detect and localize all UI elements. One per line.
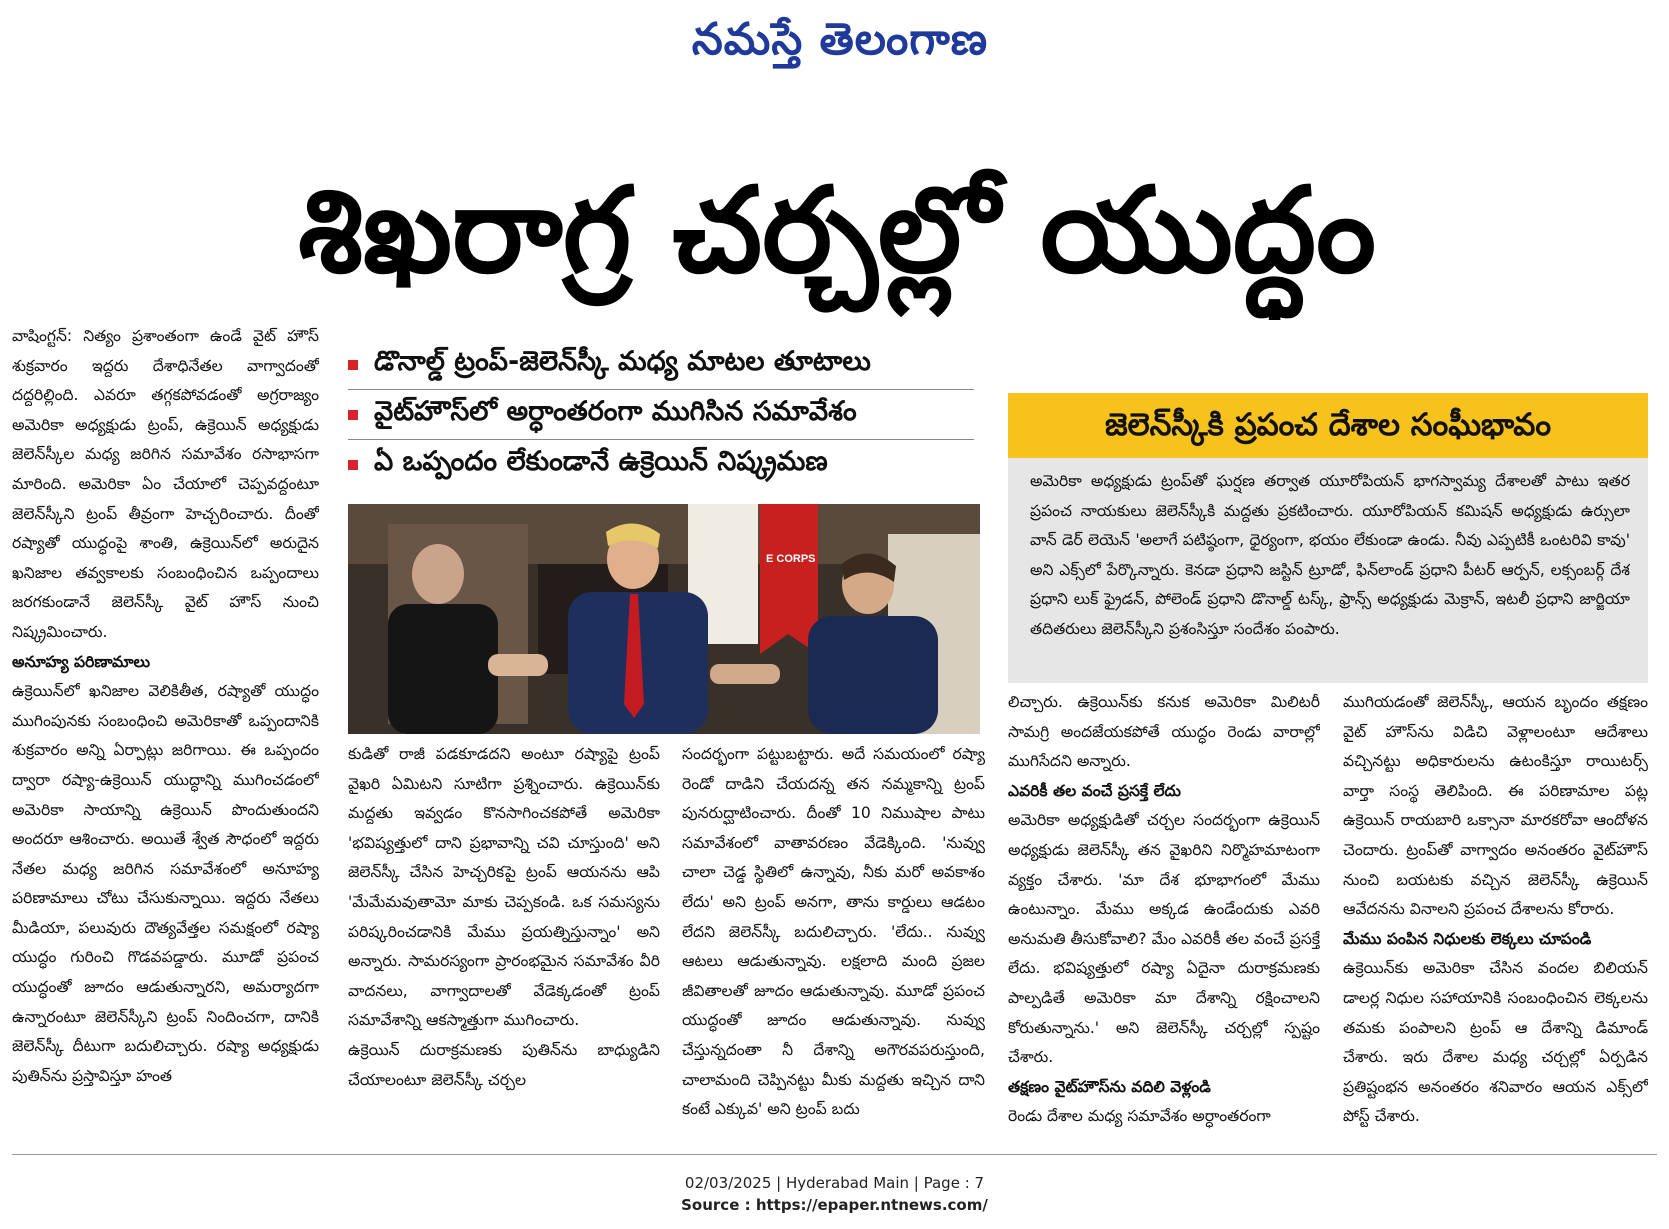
footer-date-line: 02/03/2025 | Hyderabad Main | Page : 7 bbox=[684, 1174, 985, 1192]
article-paragraph: లిచ్చారు. ఉక్రెయిన్‌కు కనుక అమెరికా మిలిటరీ సామగ్రి అందజేయకపోతే యుద్ధం రెండు వారాల్లో ముగిసేదని అన్నారు. bbox=[1008, 693, 1320, 771]
masthead-logo: నమస్తే తెలంగాణ bbox=[691, 14, 989, 65]
flag-label: E CORPS bbox=[766, 553, 816, 565]
sidebar-box-body: అమెరికా అధ్యక్షుడు ట్రంప్‌తో ఘర్షణ తర్వాత యూరోపియన్ భాగస్వామ్య దేశాలతో పాటు ఇతర ప్రపంచ నాయకులు జెలెన్‌స్కీకి మద్దతు ప్రకటించారు. యూరోపియన్ కమిషన్ అధ్యక్షుడు ఉర్సులా వాన్ డెర్ లెయెన్ 'అలాగే పటిష్ఠంగా, ధైర్యంగా, భయం లేకుండా ఉండు. నీవు ఎప్పటికీ ఒంటరివి కావు' అని ఎక్స్‌లో పేర్కొన్నారు. కెనడా ప్రధాని జస్టిన్ ట్రూడో, ఫిన్‌లాండ్ ప్రధాని పీటర్ ఆర్పన్, లక్సంబర్గ్ దేశ ప్రధాని లుక్ ఫ్రైడన్, పోలెండ్ ప్రధాని డొనాల్డ్ టస్క్, ఫ్రాన్స్ అధ్యక్షుడు మెక్రాన్, ఇటలీ ప్రధాని జార్జియా తదితరులు జెలెన్‌స్కీని ప్రశంసిస్తూ సందేశం పంపారు. bbox=[1030, 472, 1630, 638]
subheading: తక్షణం వైట్‌హౌస్‌ను వదిలి వెళ్లండి bbox=[1008, 1077, 1211, 1096]
article-paragraph: వాషింగ్టన్: నిత్యం ప్రశాంతంగా ఉండే వైట్ హౌస్ శుక్రవారం ఇద్దరు దేశాధినేతల వాగ్వాదంతో దద్దరిల్లింది. ఎవరూ తగ్గకపోవడంతో అగ్రరాజ్యం అమెరికా అధ్యక్షుడు ట్రంప్, ఉక్రెయిన్ అధ్యక్షుడు జెలెన్‌స్కీల మధ్య జరిగిన సమావేశం రసాభాసగా మారింది. అమెరికా ఏం చేయాలో చెప్పవద్దంటూ జెలెన్‌స్కీని ట్రంప్ తీవ్రంగా హెచ్చరించారు. దీంతో రష్యాతో యుద్ధంపై శాంతి, ఉక్రెయిన్‌లో అరుదైన ఖనిజాల తవ్వకాలకు సంబంధించిన ఒప్పందాలు జరగకుండానే జెలెన్‌స్కీ వైట్ హౌస్ నుంచి నిష్క్రమించారు. bbox=[12, 327, 319, 641]
sidebar-box bbox=[1008, 393, 1648, 683]
article-paragraph: ఉక్రెయిన్‌లో ఖనిజాల వెలికితీత, రష్యాతో యుద్ధం ముగింపునకు సంబంధించి అమెరికాతో ఒప్పందానికి శుక్రవారం అన్ని ఏర్పాట్లు జరిగాయి. ఈ ఒప్పందం ద్వారా రష్యా-ఉక్రెయిన్ యుద్ధాన్ని ముగించడంలో అమెరికా సాయాన్ని ఉక్రెయిన్ పొందుతుందని అందరూ ఆశించారు. అయితే శ్వేత సౌధంలో ఇద్దరు నేతల మధ్య జరిగిన సమావేశంలో అనూహ్య పరిణామాలు చోటు చేసుకున్నాయి. ఇద్దరు నేతలు మీడియా, పలువురు దౌత్యవేత్తల సమక్షంలో రష్యా యుద్ధం గురించి గొడవపడ్డారు. మూడో ప్రపంచ యుద్ధంతో జూదం ఆడుతున్నారని, అమర్యాదగా ఉన్నారంటూ జెలెన్‌స్కీని ట్రంప్ నిందించగా, దానికి జెలెన్‌స్కీ దీటుగా బదులిచ్చారు. రష్యా అధ్యక్షుడు పుతిన్‌ను ప్రస్తావిస్తూ హంత bbox=[12, 682, 319, 1085]
subheading: అనూహ్య పరిణామాలు bbox=[12, 652, 151, 671]
article-paragraph: అమెరికా అధ్యక్షుడితో చర్చల సందర్భంగా ఉక్రెయిన్ అధ్యక్షుడు జెలెన్‌స్కీ తన వైఖరిని నిర్మొహమాటంగా వ్యక్తం చేశారు. 'మా దేశ భూభాగంలో మేము ఉంటున్నాం. మేము అక్కడ ఉండేందుకు ఎవరి అనుమతి తీసుకోవాలి? మేం ఎవరికీ తల వంచే ప్రసక్తే లేదు. భవిష్యత్తులో రష్యా ఏదైనా దురాక్రమణకు పాల్పడితే అమెరికా మా దేశాన్ని రక్షించాలని కోరుతున్నాను.' అని జెలెన్‌స్కీ చర్చల్లో స్పష్టం చేశారు. bbox=[1008, 811, 1320, 1067]
subheading: మేము పంపిన నిధులకు లెక్కలు చూపండి bbox=[1343, 929, 1592, 948]
bullet-item bbox=[348, 340, 974, 390]
bullet-square-icon bbox=[348, 410, 358, 420]
headline: శిఖరాగ్ర చర్చల్లో యుద్ధం bbox=[298, 161, 1376, 299]
bullet-text: ఏ ఒప్పందం లేకుండానే ఉక్రెయిన్ నిష్క్రమణ bbox=[374, 445, 828, 477]
photo-illustration bbox=[348, 504, 980, 734]
footer-source-link[interactable]: Source : https://epaper.ntnews.com/ bbox=[681, 1196, 988, 1214]
news-photo bbox=[348, 504, 980, 734]
bullet-text: డొనాల్డ్ ట్రంప్-జెలెన్‌స్కీ మధ్య మాటల తూటాలు bbox=[374, 345, 871, 377]
article-column-4 bbox=[1008, 688, 1320, 1152]
subheading: ఎవరికీ తల వంచే ప్రసక్తే లేదు bbox=[1008, 781, 1181, 800]
article-paragraph: ముగియడంతో జెలెన్‌స్కీ, ఆయన బృందం తక్షణం వైట్ హౌస్‌ను విడిచి వెళ్లాలంటూ ఆదేశాలు వచ్చినట్టు అధికారులను ఉటంకిస్తూ రాయిటర్స్ వార్తా సంస్థ తెలిపింది. ఈ పరిణామాల పట్ల ఉక్రెయిన్ రాయబారి ఒక్సానా మారకరోవా ఆందోళన చెందారు. ట్రంప్‌తో వాగ్వాదం అనంతరం వైట్‌హౌస్ నుంచి బయటకు వచ్చిన జెలెన్‌స్కీ ఉక్రెయిన్ ఆవేదనను వినాలని ప్రపంచ దేశాలను కోరారు. bbox=[1343, 693, 1648, 919]
article-paragraph: సందర్భంగా పట్టుబట్టారు. అదే సమయంలో రష్యా రెండో దాడిని చేయదన్న తన నమ్మకాన్ని ట్రంప్ పునరుద్ఘాటించారు. దీంతో 10 నిముషాల పాటు సమావేశంలో వాతావరణం వేడెక్కింది. 'నువ్వు చాలా చెడ్డ స్థితిలో ఉన్నావు, నీకు మరో అవకాశం లేదు' అని ట్రంప్ అనగా, తాను కార్డులు ఆడటం లేదని జెలెన్‌స్కీ బదులిచ్చారు. 'లేదు.. నువ్వు ఆటలు ఆడుతున్నావు. లక్షలాది మంది ప్రజల జీవితాలతో జూదం ఆడుతున్నావు. మూడో ప్రపంచ యుద్ధంతో జూదం ఆడుతున్నావు. నువ్వు చేస్తున్నదంతా నీ దేశాన్ని అగౌరవపరుస్తుంది, చాలామంది చెప్పినట్టు మీకు మద్దతు ఇచ్చిన దాని కంటే ఎక్కువ' అని ట్రంప్ బదు bbox=[682, 745, 985, 1119]
footer-divider bbox=[12, 1154, 1657, 1155]
bullet-item bbox=[348, 390, 974, 440]
article-paragraph: కుడితో రాజీ పడకూడదని అంటూ రష్యాపై ట్రంప్ వైఖరి ఏమిటని సూటిగా ప్రశ్నించారు. ఉక్రెయిన్‌కు మద్దతు ఇవ్వడం కొనసాగించకపోతే అమెరికా 'భవిష్యత్తులో దాని ప్రభావాన్ని చవి చూస్తుంది' అని జెలెన్‌స్కీ చేసిన హెచ్చరికపై ట్రంప్ ఆయనను ఆపి 'మేమేమవుతామో మాకు చెప్పకండి. ఒక సమస్యను పరిష్కరించడానికి మేము ప్రయత్నిస్తున్నాం' అని అన్నారు. సామరస్యంగా ప్రారంభమైన సమావేశం వీరి వాదనలు, వాగ్వాదాలతో వేడెక్కడంతో ట్రంప్ సమావేశాన్ని ఆకస్మాత్తుగా ముగించారు. bbox=[348, 745, 660, 1030]
bullet-square-icon bbox=[348, 360, 358, 370]
article-paragraph: ఉక్రెయిన్ దురాక్రమణకు పుతిన్‌ను బాధ్యుడిని చేయాలంటూ జెలెన్‌స్కీ చర్చల bbox=[348, 1040, 660, 1089]
article-paragraph: ఉక్రెయిన్‌కు అమెరికా చేసిన వందల బిలియన్ డాలర్ల నిధుల సహాయానికి సంబంధించిన లెక్కలను తమకు పంపాలని ట్రంప్ ఆ దేశాన్ని డిమాండ్ చేశారు. ఇరు దేశాల మధ్య చర్చల్లో ఏర్పడిన ప్రతిష్టంభన అనంతరం శనివారం ఆయన ఎక్స్‌లో పోస్ట్ చేశారు. bbox=[1343, 959, 1648, 1126]
article-column-2 bbox=[348, 740, 660, 1152]
sidebar-box-title: జెలెన్‌స్కీకి ప్రపంచ దేశాల సంఘీభావం bbox=[1008, 393, 1648, 458]
article-column-5 bbox=[1343, 688, 1648, 1152]
article-paragraph: రెండు దేశాల మధ్య సమావేశం అర్ధాంతరంగా bbox=[1008, 1107, 1271, 1126]
bullet-item bbox=[348, 440, 974, 489]
bullet-square-icon bbox=[348, 460, 358, 470]
article-column-1 bbox=[12, 322, 319, 1152]
article-column-3 bbox=[682, 740, 985, 1152]
bullet-list bbox=[348, 340, 974, 489]
bullet-text: వైట్‌హౌస్‌లో అర్ధాంతరంగా ముగిసిన సమావేశం bbox=[374, 395, 857, 427]
footer bbox=[0, 1172, 1669, 1216]
